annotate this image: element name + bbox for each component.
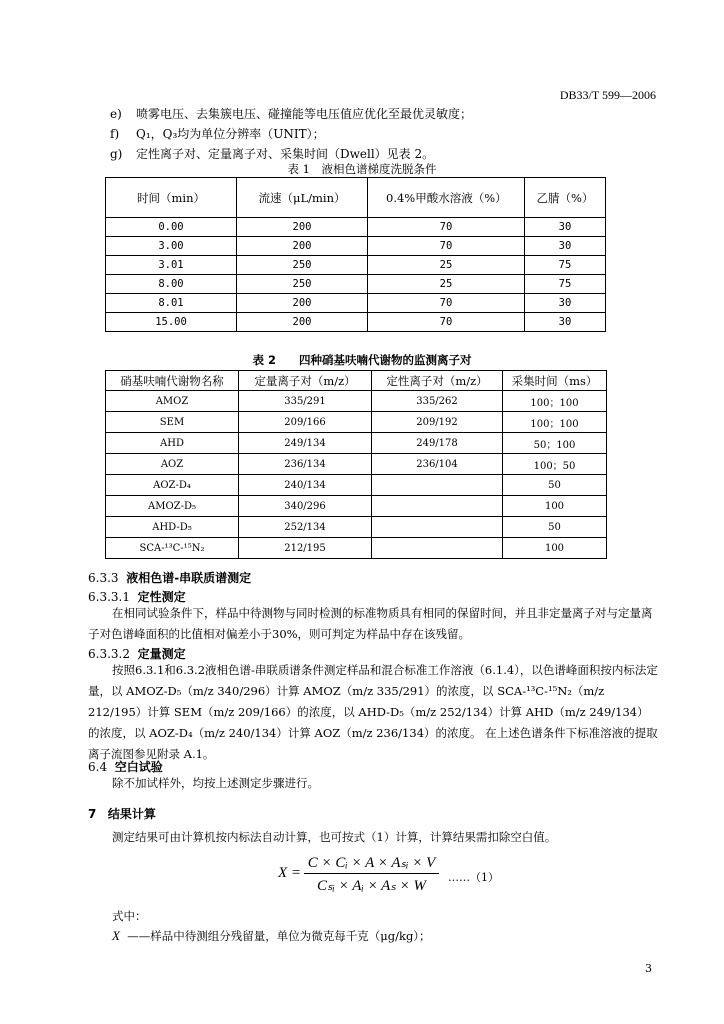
table-cell: 200 xyxy=(237,294,368,313)
formula-numerator: C × Cᵢ × A × Aₛᵢ × V xyxy=(307,855,436,871)
table-row xyxy=(106,313,606,332)
list-item-f xyxy=(110,125,325,142)
table-cell: AOZ-D₄ xyxy=(106,475,239,496)
table-cell: 15.00 xyxy=(106,313,237,332)
table-row xyxy=(106,237,606,256)
table-cell: SEM xyxy=(106,412,239,433)
table1-gradient-conditions xyxy=(105,177,606,332)
list-item-g xyxy=(110,145,434,162)
paragraph-text: 按照6.3.1和6.3.2液相色谱-串联质谱条件测定样品和混合标准工作溶液（6.1.4），以色谱峰面积按内标法定量，以 AMOZ-D₅（m/z 340/296）计算 AMOZ（m/z 335/291）的浓度，以 SCA-¹³C-¹⁵N₂（m/z 212/195）计算 SEM（m/z 209/166）的浓度，以 AHD-D₅（m/z 252/134）计算 AHD（m/z 249/134）的浓度，以 AOZ-D₄（m/z 240/134）计算 AOZ（m/z 236/134）的浓度。 在上述色谱条件下标准溶液的提取离子流图参见附录 A.1。 xyxy=(88,663,658,761)
table-cell: 209/192 xyxy=(372,412,503,433)
table2-body xyxy=(106,391,607,559)
table-header-cell: 硝基呋喃代谢物名称 xyxy=(106,371,239,391)
table-row xyxy=(106,475,607,496)
table-cell: 70 xyxy=(368,313,525,332)
section-title: 结果计算 xyxy=(107,807,156,821)
table-row xyxy=(106,294,606,313)
section-number: 6.4 xyxy=(88,760,108,774)
table-cell: 8.01 xyxy=(106,294,237,313)
table-cell: 30 xyxy=(525,237,606,256)
variable-x: X xyxy=(112,928,120,943)
table-header-cell: 时间（min） xyxy=(106,178,237,218)
table-cell: 250 xyxy=(237,256,368,275)
table-cell: 70 xyxy=(368,218,525,237)
table-header-row xyxy=(106,371,607,391)
table-cell xyxy=(372,517,503,538)
table-cell: 70 xyxy=(368,294,525,313)
table-cell: 50 xyxy=(503,517,607,538)
section-number: 6.3.3 xyxy=(88,571,119,585)
formula-fraction xyxy=(304,853,439,896)
table-cell: SCA-¹³C-¹⁵N₂ xyxy=(106,538,239,559)
where-label: 式中： xyxy=(112,909,147,923)
table-header-row xyxy=(106,178,606,218)
fraction-bar xyxy=(304,873,439,874)
table-cell: 3.00 xyxy=(106,237,237,256)
table-cell: 50 xyxy=(503,475,607,496)
table1-caption: 表 1 液相色谱梯度洗脱条件 xyxy=(287,162,437,176)
list-text: 定性离子对、定量离子对、采集时间（Dwell）见表 2。 xyxy=(136,147,435,161)
table-cell: 200 xyxy=(237,218,368,237)
table-row xyxy=(106,412,607,433)
table-cell: 100；50 xyxy=(503,454,607,475)
table-cell: 335/291 xyxy=(239,391,372,412)
paragraph-text: 在相同试验条件下，样品中待测物与同时检测的标准物质具有相同的保留时间，并且非定量离子对与定量离子对色谱峰面积的比值相对偏差小于30%，则可判定为样品中存在该残留。 xyxy=(88,606,653,641)
where-definition-x xyxy=(112,928,431,944)
section-title: 液相色谱-串联质谱测定 xyxy=(126,571,252,585)
section-title: 空白试验 xyxy=(114,760,163,774)
table-row xyxy=(106,391,607,412)
section-6-3-3-2-text xyxy=(88,660,658,765)
variable-description: ——样品中待测组分残留量，单位为微克每千克（μg/kg）； xyxy=(127,929,431,943)
table-cell: 200 xyxy=(237,237,368,256)
table-row xyxy=(106,256,606,275)
table-cell: AMOZ-D₅ xyxy=(106,496,239,517)
table-row xyxy=(106,517,607,538)
table-cell: 70 xyxy=(368,237,525,256)
table-cell: 100；100 xyxy=(503,391,607,412)
table-row xyxy=(106,538,607,559)
table-cell: 249/178 xyxy=(372,433,503,454)
table-cell: 25 xyxy=(368,256,525,275)
table-cell: 250 xyxy=(237,275,368,294)
table-row xyxy=(106,433,607,454)
table-cell: 340/296 xyxy=(239,496,372,517)
table-cell: AOZ xyxy=(106,454,239,475)
page-number: 3 xyxy=(645,962,652,975)
paragraph-text: 除不加试样外，均按上述测定步骤进行。 xyxy=(112,776,319,790)
table-cell: 75 xyxy=(525,256,606,275)
table-cell: 209/166 xyxy=(239,412,372,433)
table-cell: 236/104 xyxy=(372,454,503,475)
table-header-cell: 采集时间（ms） xyxy=(503,371,607,391)
section-title: 定量测定 xyxy=(137,647,186,661)
formula-lhs: X = xyxy=(278,865,302,881)
table-cell: 200 xyxy=(237,313,368,332)
table-cell: 252/134 xyxy=(239,517,372,538)
list-text: 喷雾电压、去集簇电压、碰撞能等电压值应优化至最优灵敏度； xyxy=(136,107,473,121)
table-cell: 30 xyxy=(525,294,606,313)
table-cell: 8.00 xyxy=(106,275,237,294)
table-cell: 212/195 xyxy=(239,538,372,559)
table-cell: 100 xyxy=(503,496,607,517)
section-6-3-3-heading xyxy=(88,569,251,586)
table-cell: 75 xyxy=(525,275,606,294)
section-6-3-3-1-text xyxy=(88,603,658,645)
table-header-cell: 流速（μL/min） xyxy=(237,178,368,218)
table-cell xyxy=(372,496,503,517)
table-cell: 25 xyxy=(368,275,525,294)
table-cell: 335/262 xyxy=(372,391,503,412)
table-cell: AMOZ xyxy=(106,391,239,412)
list-label: g) xyxy=(110,147,123,161)
table-row xyxy=(106,218,606,237)
list-text: Q₁，Q₃均为单位分辨率（UNIT）； xyxy=(136,127,325,141)
equation-number: ……（1） xyxy=(448,871,499,884)
paragraph-text: 测定结果可由计算机按内标法自动计算，也可按式（1）计算，计算结果需扣除空白值。 xyxy=(112,830,557,844)
table-cell: AHD-D₅ xyxy=(106,517,239,538)
section-number: 6.3.3.2 xyxy=(88,647,130,661)
table-cell: 3.01 xyxy=(106,256,237,275)
table-cell: 100 xyxy=(503,538,607,559)
section-number: 7 xyxy=(88,807,97,821)
doc-number: DB33/T 599—2006 xyxy=(559,88,656,102)
section-7-heading xyxy=(88,805,156,822)
table-row xyxy=(106,275,606,294)
table-row xyxy=(106,496,607,517)
table-cell: 236/134 xyxy=(239,454,372,475)
table-cell: 30 xyxy=(525,313,606,332)
section-7-text xyxy=(88,827,658,848)
section-number: 6.3.3.1 xyxy=(88,590,130,604)
table-header-cell: 定性离子对（m/z） xyxy=(372,371,503,391)
table-cell: 0.00 xyxy=(106,218,237,237)
section-6-4-text xyxy=(88,773,658,794)
table-header-cell: 定量离子对（m/z） xyxy=(239,371,372,391)
table-cell: AHD xyxy=(106,433,239,454)
table-header-cell: 乙腈（%） xyxy=(525,178,606,218)
list-label: f) xyxy=(110,127,120,141)
table-cell xyxy=(372,538,503,559)
table-header-cell: 0.4%甲酸水溶液（%） xyxy=(368,178,525,218)
table-row xyxy=(106,454,607,475)
table-cell: 30 xyxy=(525,218,606,237)
table2-caption: 表 2 四种硝基呋喃代谢物的监测离子对 xyxy=(252,353,472,367)
table-cell xyxy=(372,475,503,496)
table-cell: 240/134 xyxy=(239,475,372,496)
table1-body xyxy=(106,218,606,332)
list-item-e xyxy=(110,105,472,122)
table-cell: 249/134 xyxy=(239,433,372,454)
section-title: 定性测定 xyxy=(137,590,186,604)
table-cell: 50；100 xyxy=(503,433,607,454)
table2-monitoring-ion-pairs xyxy=(105,370,607,559)
table-cell: 100；100 xyxy=(503,412,607,433)
list-label: e) xyxy=(110,107,122,121)
formula-denominator: Cₛᵢ × Aᵢ × Aₛ × W xyxy=(316,878,427,894)
